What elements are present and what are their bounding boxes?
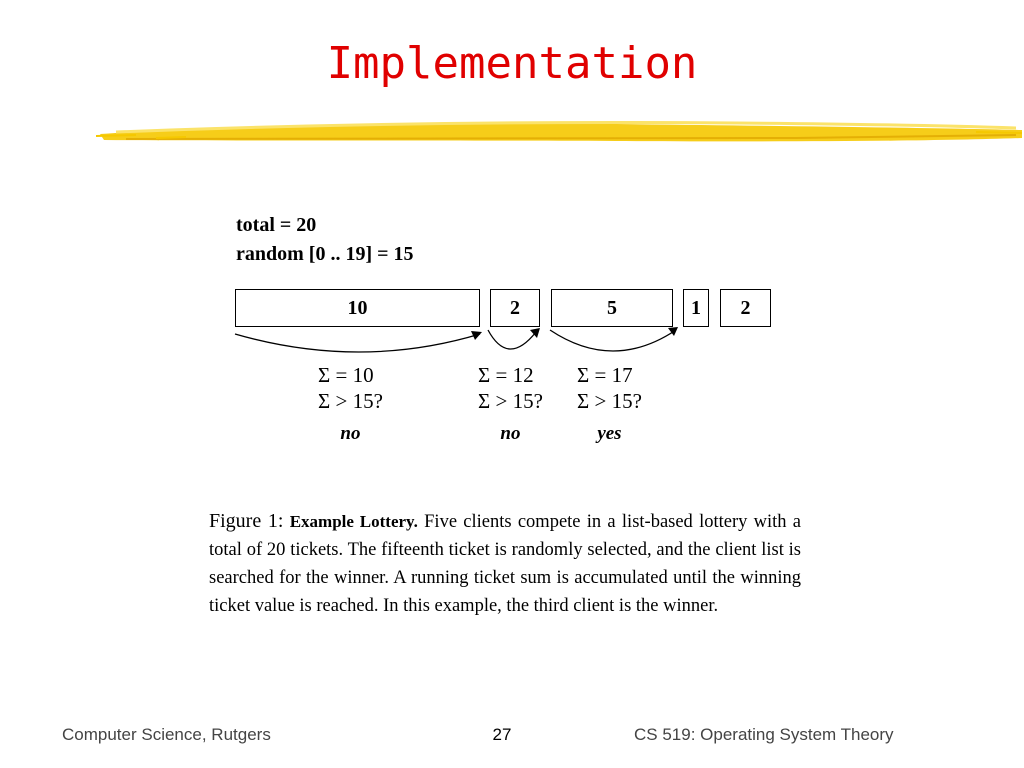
footer-right: CS 519: Operating System Theory [634,725,894,744]
figure-caption [209,507,801,620]
total-label: total = 20 [236,214,317,236]
step-1 [318,362,383,447]
step-1-test: Σ > 15? [318,389,383,413]
caption-text: Five clients compete in a list-based lottery with a total of 20 tickets. The fifteenth ticket is randomly selected, and the client list is searched for the winner. A running ticket sum is accumulated until the winning ticket value is reached. In this example, the third client is the winner. [209,512,801,616]
ticket-box-client-4: 1 [683,289,709,327]
ticket-box-client-3: 5 [551,289,673,327]
ticket-box-client-5: 2 [720,289,771,327]
step-1-sum: Σ = 10 [318,363,374,387]
caption-figure-label: Figure 1: [209,510,284,532]
arrow-step-1 [235,334,480,352]
highlighter-stroke [96,108,1024,152]
step-2-verdict: no [500,423,521,444]
step-3-test: Σ > 15? [577,389,642,413]
step-1-verdict: no [340,423,361,444]
arrow-step-2 [488,330,536,349]
step-2-test: Σ > 15? [478,389,543,413]
step-2-sum: Σ = 12 [478,363,534,387]
step-3-verdict: yes [597,423,622,444]
ticket-box-client-2: 2 [490,289,540,327]
step-3 [577,362,642,447]
traversal-arrows [230,322,690,362]
arrow-step-3 [550,330,676,351]
ticket-box-client-1: 10 [235,289,480,327]
caption-title: Example Lottery. [289,512,418,531]
step-2 [478,362,543,447]
step-3-sum: Σ = 17 [577,363,633,387]
slide-title: Implementation [326,38,698,89]
page-number: 27 [492,725,512,744]
footer-left: Computer Science, Rutgers [62,725,271,744]
random-label: random [0 .. 19] = 15 [236,243,414,265]
